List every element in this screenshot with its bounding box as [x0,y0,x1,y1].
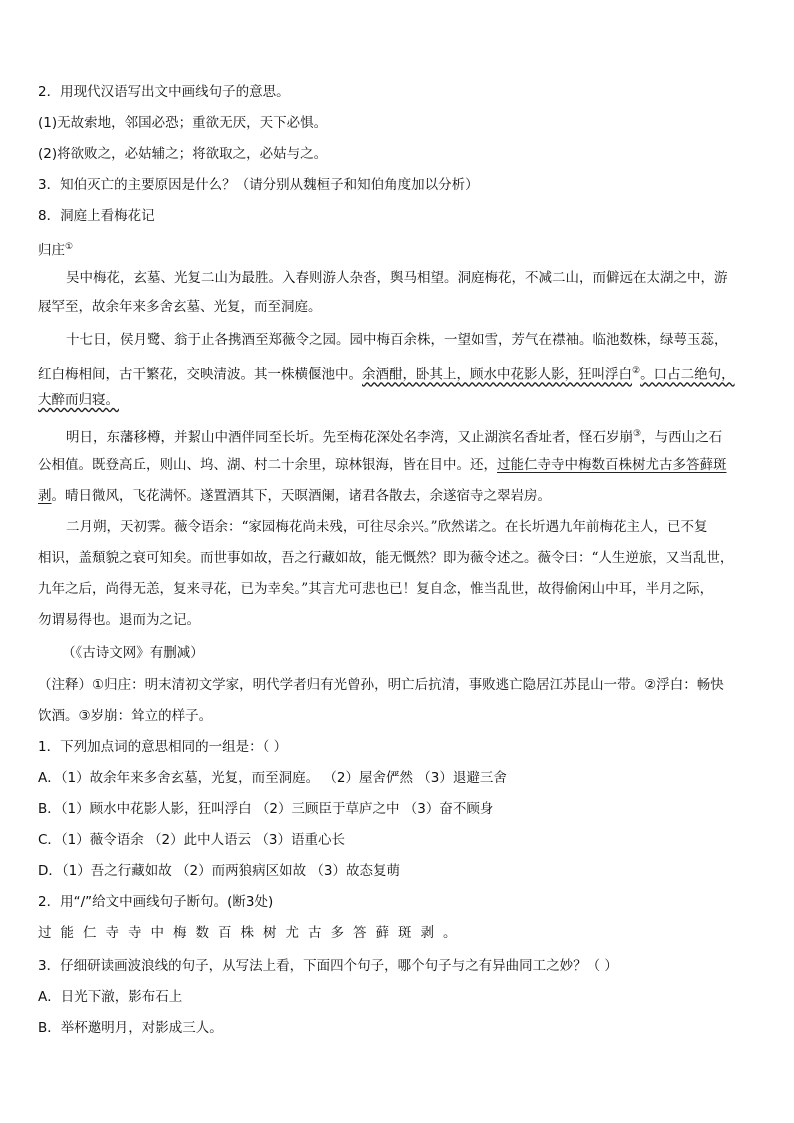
option-d: D．（1）吾之行藏如故 （2）而两狼病区如故 （3）故态复萌 [38,863,400,879]
passage-p2-line1: 十七日，侯月鹭、翁于止各携酒至郑薇令之园。园中梅百余株，一望如雪，芳气在襟袖。临池数株，绿萼玉蕊， [66,332,728,348]
passage-p4-line1: 二月朔，天初霁。薇令语余：“家园梅花尚未残，可往尽余兴。”欣然诺之。在长圻遇九年前梅花主人，已不复 [66,519,708,535]
technique-question: 3．仔细研读画波浪线的句子，从写法上看，下面四个句子，哪个句子与之有异曲同工之妙？（ ） [38,958,618,974]
passage-p3-line1 [66,424,722,448]
p3-rest-text: 。晴日微风，飞花满怀。遂置酒其下，天暝酒阑，诸君各散去，余遂宿寺之翠岩房。 [51,488,551,504]
passage-title: 8．洞庭上看梅花记 [38,208,155,224]
passage-p2-line2 [38,361,735,385]
passage-p4-line2: 相识，盖頹貌之衰可知矣。而世事如故，吾之行藏如故，能无慨然？即为薇令述之。薇令曰：“人生逆旅，又当乱世， [38,550,734,566]
technique-option-b: B．举杯邀明月，对影成三人。 [38,1020,223,1036]
p3-plain-text: 公相值。既登高丘，则山、坞、湖、村二十余里，琼林银海，皆在目中。还， [38,457,497,473]
wavy-underlined-text-3: 大醉而归寝。 [38,392,119,408]
p2-plain-text: 红白梅相间，古干繁花，交映清波。其一株横偃池中。 [38,366,362,383]
punctuation-question: 2．用“/”给文中画线句子断句。(断3处) [38,894,274,910]
passage-p1-line2: 屐罕至，故余年来多舍玄墓、光复，而至洞庭。 [38,299,322,315]
note-marker-3: ③ [633,429,642,439]
author-name: 归庄 [38,242,65,259]
annotation-line2: 饮酒。③岁崩：耸立的样子。 [38,708,213,724]
wavy-underlined-text-2: 。口占二绝句， [640,366,735,383]
sentence-to-punctuate: 过能仁寺寺中梅数百株树尤古多答藓斑剥。 [38,925,466,941]
sentence-2: (2)将欲败之，必姑辅之；将欲取之，必姑与之。 [38,146,328,162]
passage-p2-line3 [38,390,119,410]
passage-p3-line2 [38,455,727,475]
sentence-1: (1)无故索地，邻国必恐；重欲无厌，天下必惧。 [38,115,328,131]
underlined-sentence-end: 剥 [38,488,52,504]
question-2-title: 2．用现代汉语写出文中画线句子的意思。 [38,84,290,100]
passage-author [38,237,73,261]
option-a: A．（1）故余年来多舍玄墓，光复，而至洞庭。 （2）屋舍俨然 （3）退避三舍 [38,770,507,786]
passage-p3-line3 [38,486,551,506]
passage-p4-line3: 九年之后，尚得无恙，复来寻花，已为幸矣。”其言尤可悲也已！复自念，惟当乱世，故得偷闲山中耳，半月之际， [38,581,714,597]
passage-p4-line4: 勿谓易得也。退而为之记。 [38,612,200,628]
technique-option-a: A．日光下澈，影布石上 [38,989,183,1005]
passage-source: （《古诗文网》有删减） [62,645,204,661]
underlined-sentence: 过能仁寺寺中梅数百株树尤古多答藓斑 [497,457,727,473]
option-b: B．（1）顾水中花影人影，狂叫浮白 （2）三顾臣于草庐之中 （3）奋不顾身 [38,801,494,817]
note-marker-2: ② [632,366,641,376]
wavy-underlined-text: 余酒酣，卧其上，顾水中花影人影，狂叫浮白 [362,366,632,383]
mc-question-1: 1．下列加点词的意思相同的一组是：（ ） [38,739,288,755]
option-c: C．（1）薇令语余 （2）此中人语云 （3）语重心长 [38,832,346,848]
p3-text: 明日，东藩移樽，并絜山中酒伴同至长圻。先至梅花深处名李湾，又止湖滨名香址者，怪石岁崩 [66,429,633,446]
p3-text-end: ，与西山之石 [641,429,723,446]
annotation-line1: （注释）①归庄：明末清初文学家，明代学者归有光曾孙，明亡后抗清，事败逃亡隐居江苏昆山一带。②浮白：畅快 [38,677,724,693]
note-marker-1: ① [65,242,74,252]
question-3-title: 3．知伯灭亡的主要原因是什么？（请分别从魏桓子和知伯角度加以分析） [38,177,479,193]
passage-p1-line1: 吴中梅花，玄墓、光复二山为最胜。入春则游人杂沓，舆马相望。洞庭梅花，不减二山，而僻远在太湖之中，游 [66,270,728,286]
